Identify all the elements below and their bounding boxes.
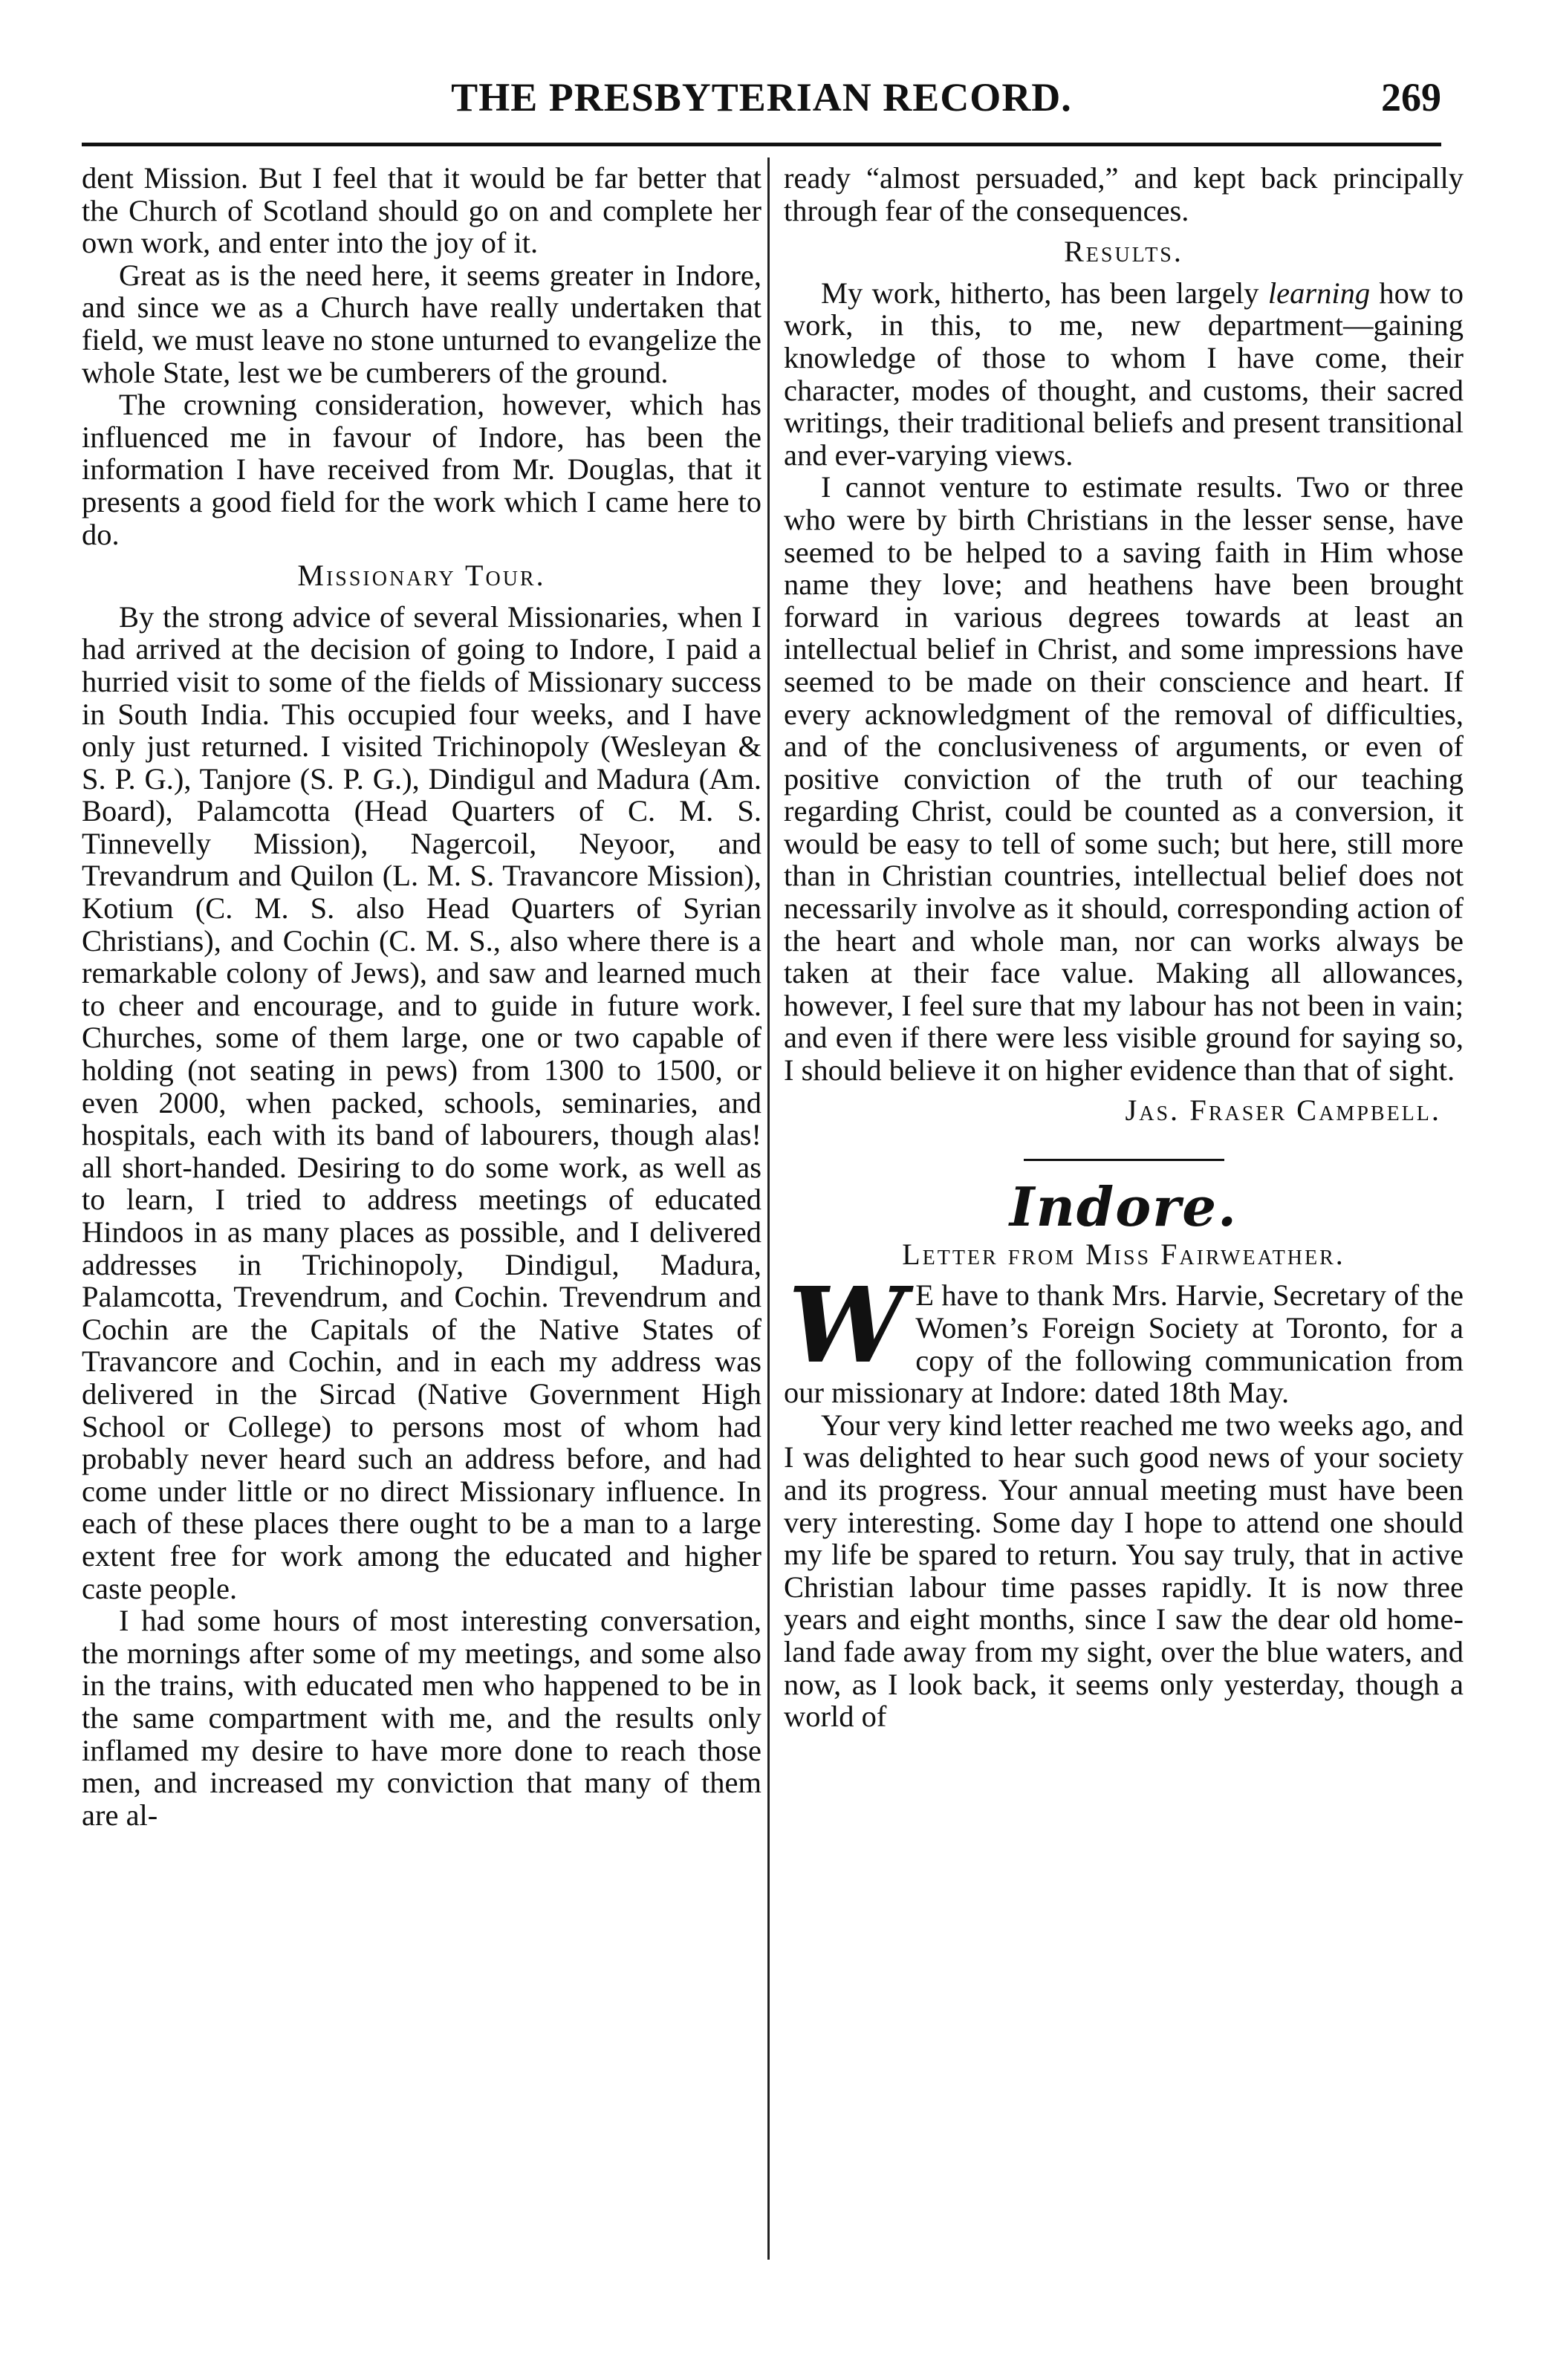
paragraph: dent Mission. But I feel that it would be far better that the Church of Scotland should go on and complete her own work, and enter into the joy of it. [82, 161, 761, 260]
paragraph: The crowning consideration, however, which has influenced me in favour of Indore, has been the information I have received from Mr. Douglas, that it presents a good field for the work which I came here to do. [82, 388, 761, 551]
paragraph: Your very kind letter reached me two weeks ago, and I was delighted to hear such good news of your society and its progress. Your annual meeting must have been very interesting. Some day I hope to attend one should my life be spared to return. You say truly, that in active Christian labour time passes rapidly. It is now three years and eight months, since I saw the dear old home-land fade away from my sight, over the blue waters, and now, as I look back, it seems only yesterday, though a world of [784, 1408, 1464, 1734]
header-rule [82, 143, 1441, 146]
section-heading-missionary-tour: Missionary Tour. [297, 559, 546, 593]
text-run: My work, hitherto, has been largely [821, 276, 1268, 310]
section-title-indore: Indore. [1009, 1175, 1238, 1239]
italic-word: learning [1267, 276, 1371, 310]
paragraph [784, 277, 1464, 472]
section-heading-results: Results. [1064, 235, 1183, 269]
paragraph: Great as is the need here, it seems greater in Indore, and since we as a Church have really undertaken that field, we must leave no stone unturned to evangelize the whole State, lest we be cumberers of the ground. [82, 258, 761, 389]
drop-cap: W [788, 1265, 906, 1388]
signature: Jas. Fraser Campbell. [1125, 1093, 1441, 1127]
column-divider [767, 157, 770, 2260]
paragraph: I had some hours of most interesting conversation, the mornings after some of my meetings, and some also in the trains, with educated men who happened to be in the same compartment with me, and the results only inflamed my desire to have more done to reach those men, and increased my conviction that many of them are al- [82, 1604, 761, 1832]
right-column [784, 162, 1464, 1733]
page-header [82, 74, 1441, 134]
letter-heading: Letter from Miss Fairweather. [902, 1237, 1345, 1271]
paragraph: By the strong advice of several Missionaries, when I had arrived at the decision of going to Indore, I paid a hurried visit to some of the fields of Missionary success in South India. This occupied four weeks, and I have only just returned. I visited Trichinopoly (Wesleyan & S. P. G.), Tanjore (S. P. G.), Dindigul and Madura (Am. Board), Palamcotta (Head Quarters of C. M. S. Tinnevelly Mission), Nagercoil, Neyoor, and Trevandrum and Quilon (L. M. S. Travancore Mission), Kotium (C. M. S. also Head Quarters of Syrian Christians), and Cochin (C. M. S., also where there is a remarkable colony of Jews), and saw and learned much to cheer and encourage, and to guide in future work. Churches, some of them large, one or two capable of holding (not seating in pews) from 1300 to 1500, or even 2000, when packed, schools, seminaries, and hospitals, each with its band of labourers, though alas! all short-handed. Desiring to do some work, as well as to learn, I tried to address meetings of educated Hindoos in as many places as possible, and I delivered addresses in Trichinopoly, Dindigul, Madura, Palamcotta, Trevendrum, and Cochin. Trevendrum and Cochin are the Capitals of the Native States of Travancore and Cochin, and in each my address was delivered in the Sircad (Native Government High School or College) to persons most of whom had probably never heard such an address before, and had come under little or no direct Missionary influence. In each of these places there ought to be a man to a large extent free for work among the educated and higher caste people. [82, 599, 761, 1605]
paragraph: ready “almost persuaded,” and kept back principally through fear of the consequences. [784, 161, 1464, 227]
page-number: 269 [1381, 75, 1441, 120]
paragraph [784, 1265, 1464, 1410]
text-run: how to work, in this, to me, new department—gaining knowledge of those to whom I have come, their character, modes of thought, and customs, their sacred writings, their traditional beliefs and present transitional and ever-varying views. [784, 276, 1464, 472]
text-run: E have to thank Mrs. Harvie, Secretary of the Women’s Foreign Society at Toronto, for a copy of the following communication from our missionary at Indore: dated 18th May. [784, 1278, 1464, 1410]
journal-title: THE PRESBYTERIAN RECORD. [451, 75, 1072, 120]
paragraph: I cannot venture to estimate results. Two or three who were by birth Christians in the lesser sense, have seemed to be helped to a saving faith in Him whose name they love; and heathens have been brought forward in various degrees towards at least an intellectual belief in Christ, and some impressions have seemed to be made on their conscience and heart. If every acknowledgment of the removal of difficulties, and of the conclusiveness of arguments, or even of positive conviction of the truth of our teaching regarding Christ, could be counted as a conversion, it would be easy to tell of some such; but here, still more than in Christian countries, intellectual belief does not necessarily involve as it should, corresponding action of the heart and whole man, nor can works always be taken at their face value. Making all allowances, however, I feel sure that my labour has not been in vain; and even if there were less visible ground for saying so, I should believe it on higher evidence than that of sight. [784, 470, 1464, 1087]
section-divider [1024, 1159, 1224, 1161]
left-column [82, 162, 761, 1831]
